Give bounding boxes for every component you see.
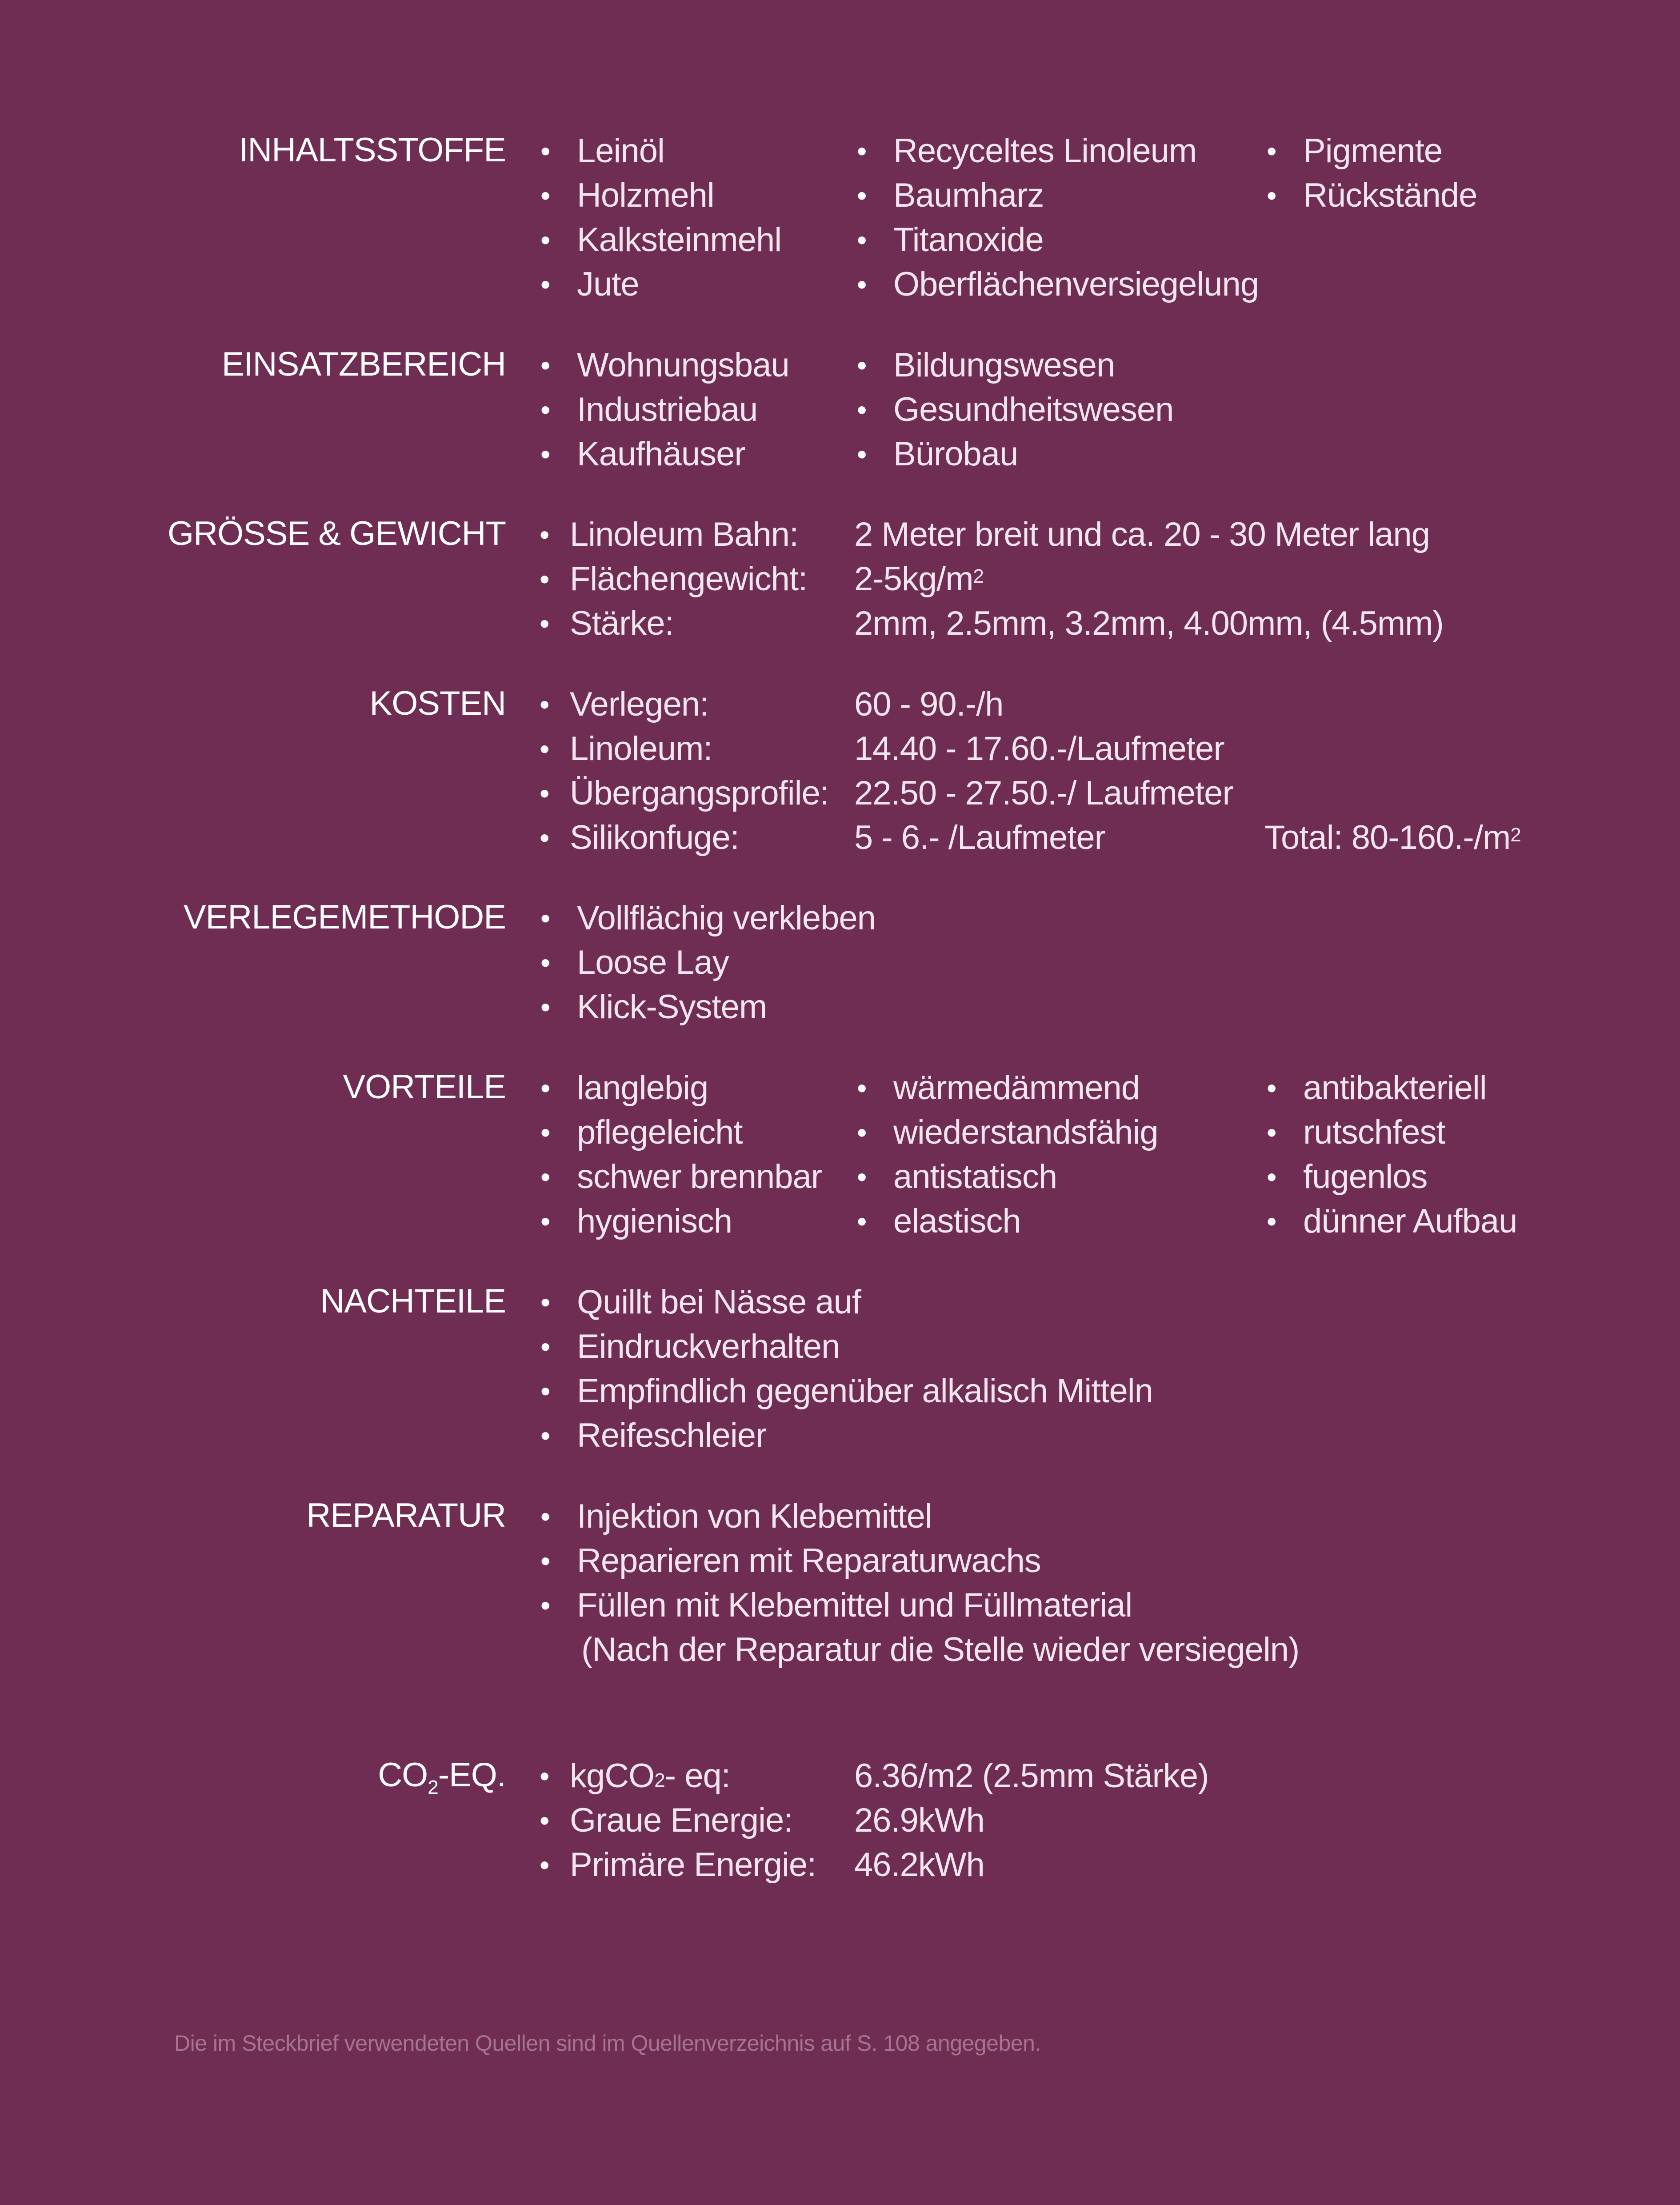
list-item: • Holzmehl: [577, 173, 781, 218]
list-item: • Oberflächenversiegelung: [893, 262, 1259, 307]
section-label: GRÖSSE & GEWICHT: [168, 515, 506, 552]
list-item: • antibakteriell: [1303, 1066, 1517, 1110]
list-item: • hygienisch: [577, 1199, 822, 1244]
section-label: INHALTSSTOFFE: [239, 131, 506, 169]
list-item: • Industriebau: [577, 388, 789, 432]
list-item: • Eindruckverhalten: [577, 1325, 1153, 1369]
list-item: • wärmedämmend: [893, 1066, 1158, 1110]
list-item: • dünner Aufbau: [1303, 1199, 1517, 1244]
list-item: • Leinöl: [577, 129, 781, 173]
item-key: Übergangsprofile:: [570, 774, 829, 812]
cost-total: Total: $80-160.-/m^2$: [1264, 819, 1521, 856]
list-item: • Jute: [577, 262, 781, 307]
item-key: Verlegen:: [570, 685, 709, 723]
list-item: • Kaufhäuser: [577, 432, 789, 476]
item-value: 2mm, 2.5mm, 3.2mm, 4.00mm, (4.5mm): [854, 604, 1444, 642]
section-label: NACHTEILE: [320, 1282, 506, 1320]
item-key: Linoleum:: [570, 730, 712, 768]
item-value: 26.9kWh: [854, 1801, 984, 1839]
installation-method-list: [577, 896, 876, 1029]
ingredient-list-2: [893, 129, 1259, 307]
list-item: • Reparieren mit Reparaturwachs: [577, 1539, 1299, 1583]
list-item: • Reifeschleier: [577, 1413, 1153, 1458]
list-item: • Rückstände: [1303, 173, 1477, 218]
list-item: [570, 682, 1004, 727]
section-label: KOSTEN: [369, 684, 506, 722]
list-item: • Quillt bei Nässe auf: [577, 1280, 1153, 1325]
ingredient-list-3: [1303, 129, 1477, 218]
item-value: 22.50 - 27.50.-/ Laufmeter: [854, 774, 1233, 812]
list-item: • langlebig: [577, 1066, 822, 1110]
item-key: Flächengewicht:: [570, 560, 808, 598]
item-key: Graue Energie:: [570, 1801, 793, 1839]
list-item: • Loose Lay: [577, 940, 876, 985]
list-item: • elastisch: [893, 1199, 1158, 1244]
section-label: $CO_2-EQ$.: [378, 1756, 506, 1798]
item-value: 46.2kWh: [854, 1846, 984, 1884]
section-label: EINSATZBEREICH: [221, 345, 506, 383]
list-item: • Pigmente: [1303, 129, 1477, 173]
disadvantages-list: [577, 1280, 1153, 1458]
list-item: [570, 512, 1430, 557]
repair-list: [577, 1494, 1299, 1672]
item-key: kgCO$_2$- eq:: [570, 1757, 730, 1795]
list-item: • Gesundheitswesen: [893, 388, 1173, 432]
list-item: • Baumharz: [893, 173, 1259, 218]
advantages-list-3: [1303, 1066, 1517, 1244]
sources-footnote: Die im Steckbrief verwendeten Quellen sind im Quellenverzeichnis auf S. 108 angegeben.: [174, 2031, 1041, 2056]
list-item: • Bürobau: [893, 432, 1173, 476]
list-item: • Injektion von Klebemittel: [577, 1494, 1299, 1539]
list-item: • Kalksteinmehl: [577, 218, 781, 262]
size-weight-list: [570, 512, 1444, 646]
list-item: • fugenlos: [1303, 1155, 1517, 1199]
repair-note: (Nach der Reparatur die Stelle wieder versiegeln): [581, 1631, 1300, 1669]
list-item: • schwer brennbar: [577, 1155, 822, 1199]
item-key: Primäre Energie:: [570, 1846, 816, 1884]
list-item: [570, 557, 984, 601]
list-item: • Vollflächig verkleben: [577, 896, 876, 940]
section-label: REPARATUR: [306, 1497, 506, 1534]
list-item: [570, 601, 1444, 646]
item-key: Linoleum Bahn:: [570, 516, 799, 553]
item-key: Stärke:: [570, 604, 674, 642]
list-item: [570, 771, 1233, 816]
list-item: • Füllen mit Klebemittel und Füllmaterial: [577, 1583, 1299, 1628]
item-value: $2-5kg/m^2$: [854, 560, 984, 598]
list-item: • wiederstandsfähig: [893, 1110, 1158, 1155]
cost-list: [570, 682, 1233, 860]
usage-list-2: [893, 343, 1173, 476]
list-item: [570, 1843, 984, 1887]
section-label: VORTEILE: [343, 1068, 506, 1106]
list-item: • rutschfest: [1303, 1110, 1517, 1155]
usage-list-1: [577, 343, 789, 476]
list-item: [570, 816, 1105, 860]
list-item: • Bildungswesen: [893, 343, 1173, 388]
advantages-list-2: [893, 1066, 1158, 1244]
item-value: 2 Meter breit und ca. 20 - 30 Meter lang: [854, 516, 1430, 553]
ingredient-list-1: [577, 129, 781, 307]
item-value: 5 - 6.- /Laufmeter: [854, 819, 1105, 856]
list-item: • pflegeleicht: [577, 1110, 822, 1155]
item-value: 60 - 90.-/h: [854, 685, 1004, 723]
list-item: • Wohnungsbau: [577, 343, 789, 388]
list-item: • Recyceltes Linoleum: [893, 129, 1259, 173]
item-key: Silikonfuge:: [570, 819, 739, 856]
co2-list: [570, 1754, 1209, 1887]
list-item: [570, 727, 1224, 771]
list-item: • Titanoxide: [893, 218, 1259, 262]
section-label: VERLEGEMETHODE: [183, 898, 506, 936]
list-item: • Klick-System: [577, 985, 876, 1029]
list-item: • Empfindlich gegenüber alkalisch Mitteln: [577, 1369, 1153, 1413]
item-value: 14.40 - 17.60.-/Laufmeter: [854, 730, 1224, 768]
list-item: [570, 1754, 1209, 1798]
advantages-list-1: [577, 1066, 822, 1244]
item-value: 6.36/m2 (2.5mm Stärke): [854, 1757, 1209, 1795]
list-item: • antistatisch: [893, 1155, 1158, 1199]
list-item: [570, 1798, 984, 1843]
